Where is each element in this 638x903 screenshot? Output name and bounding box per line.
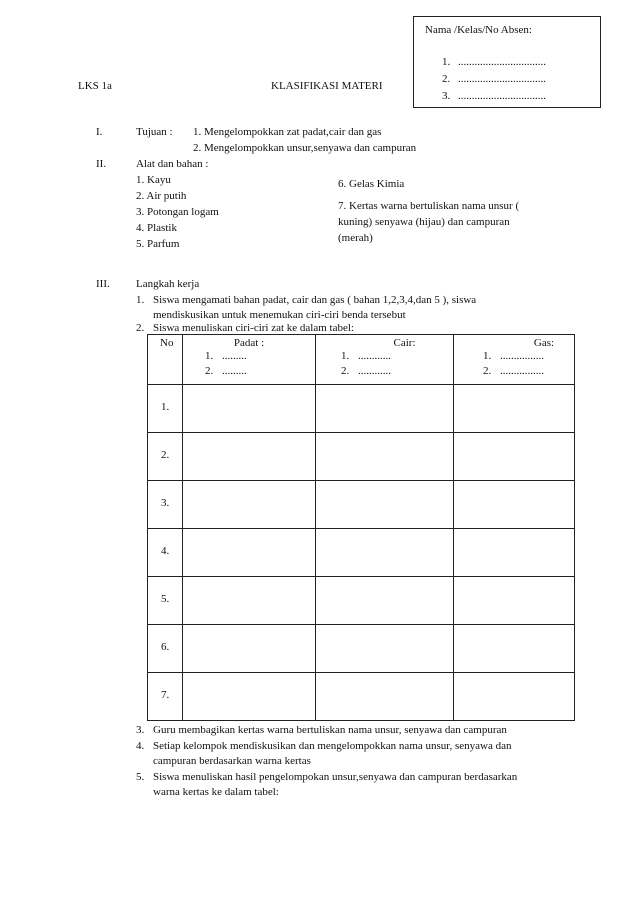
gas-sub-list — [454, 349, 574, 379]
row-number: 5. — [148, 577, 183, 625]
gas-cell[interactable] — [454, 385, 575, 433]
material-item: 4. Plastik — [136, 222, 177, 234]
cair-cell[interactable] — [316, 433, 454, 481]
table-row — [148, 433, 575, 481]
padat-cell[interactable] — [183, 625, 316, 673]
step-text: mendiskusikan untuk menemukan ciri-ciri benda tersebut — [153, 309, 406, 321]
cair-cell[interactable] — [316, 481, 454, 529]
sub-number: 2. — [483, 365, 492, 377]
name-line-dots: ................................ — [458, 90, 546, 102]
row-number: 4. — [148, 529, 183, 577]
material-item: 2. Air putih — [136, 190, 187, 202]
header-cair-cell — [316, 335, 454, 385]
table-row — [148, 673, 575, 721]
name-line-dots: ................................ — [458, 56, 546, 68]
padat-sub-list — [183, 349, 315, 379]
section-2-label: Alat dan bahan : — [136, 158, 209, 170]
step-text: warna kertas ke dalam tabel: — [153, 786, 279, 798]
padat-cell[interactable] — [183, 577, 316, 625]
table-row — [148, 385, 575, 433]
sub-dots[interactable]: ......... — [222, 365, 247, 377]
cair-cell[interactable] — [316, 577, 454, 625]
sub-dots[interactable]: ................ — [500, 365, 544, 377]
name-line-number: 3. — [442, 90, 451, 102]
step-text: campuran berdasarkan warna kertas — [153, 755, 311, 767]
step-text: Siswa mengamati bahan padat, cair dan gas ( bahan 1,2,3,4,dan 5 ), siswa — [153, 294, 477, 306]
step-number: 2. — [136, 322, 145, 334]
gas-cell[interactable] — [454, 577, 575, 625]
gas-cell[interactable] — [454, 481, 575, 529]
table-header-row — [148, 335, 575, 385]
step-number: 5. — [136, 771, 145, 783]
step-number: 1. — [136, 294, 145, 306]
gas-cell[interactable] — [454, 433, 575, 481]
step-number: 4. — [136, 740, 145, 752]
header-cair: Cair: — [393, 337, 416, 349]
table-row — [148, 481, 575, 529]
padat-cell[interactable] — [183, 385, 316, 433]
padat-cell[interactable] — [183, 481, 316, 529]
material-item: 5. Parfum — [136, 238, 180, 250]
material-item: 3. Potongan logam — [136, 206, 219, 218]
row-number: 6. — [148, 625, 183, 673]
sub-dots[interactable]: ............ — [358, 365, 391, 377]
padat-cell[interactable] — [183, 529, 316, 577]
cair-sub-list — [316, 349, 453, 379]
row-number: 3. — [148, 481, 183, 529]
sub-number: 2. — [341, 365, 350, 377]
step-text: Setiap kelompok mendiskusikan dan mengelompokkan nama unsur, senyawa dan — [153, 740, 512, 752]
row-number: 2. — [148, 433, 183, 481]
material-item-7-line: 7. Kertas warna bertuliskan nama unsur ( — [338, 200, 520, 212]
header-no-cell — [148, 335, 183, 385]
observation-table — [147, 334, 575, 721]
section-1-number: I. — [96, 126, 103, 138]
sub-dots[interactable]: ............ — [358, 350, 391, 362]
sub-number: 1. — [341, 350, 350, 362]
row-number: 7. — [148, 673, 183, 721]
name-line-number: 2. — [442, 73, 451, 85]
material-item: 1. Kayu — [136, 174, 171, 186]
sub-number: 1. — [205, 350, 214, 362]
cair-cell[interactable] — [316, 385, 454, 433]
gas-cell[interactable] — [454, 673, 575, 721]
goal-1: 1. Mengelompokkan zat padat,cair dan gas — [193, 126, 382, 138]
section-1-label: Tujuan : — [136, 126, 173, 138]
cair-cell[interactable] — [316, 673, 454, 721]
name-line-number: 1. — [442, 56, 451, 68]
header-gas: Gas: — [533, 337, 555, 349]
step-number: 3. — [136, 724, 145, 736]
name-line-2[interactable] — [442, 73, 546, 85]
sub-dots[interactable]: ......... — [222, 350, 247, 362]
header-gas-cell — [454, 335, 575, 385]
gas-cell[interactable] — [454, 529, 575, 577]
name-line-3[interactable] — [442, 90, 546, 102]
section-3-number: III. — [96, 278, 110, 290]
cair-cell[interactable] — [316, 529, 454, 577]
name-box-title: Nama /Kelas/No Absen: — [425, 24, 532, 36]
material-item: 6. Gelas Kimia — [338, 178, 405, 190]
sub-number: 2. — [205, 365, 214, 377]
step-text: Siswa menuliskan hasil pengelompokan unsur,senyawa dan campuran berdasarkan — [153, 771, 518, 783]
worksheet-code: LKS 1a — [78, 80, 112, 92]
material-item-7-line: kuning) senyawa (hijau) dan campuran — [338, 216, 510, 228]
page-title: KLASIFIKASI MATERI — [271, 80, 383, 92]
row-number: 1. — [148, 385, 183, 433]
gas-cell[interactable] — [454, 625, 575, 673]
section-3-label: Langkah kerja — [136, 278, 200, 290]
name-line-dots: ................................ — [458, 73, 546, 85]
padat-cell[interactable] — [183, 433, 316, 481]
table-row — [148, 577, 575, 625]
name-box — [413, 16, 601, 108]
header-padat-cell — [183, 335, 316, 385]
step-text: Siswa menuliskan ciri-ciri zat ke dalam tabel: — [153, 322, 354, 334]
table-row — [148, 529, 575, 577]
section-2-number: II. — [96, 158, 107, 170]
sub-dots[interactable]: ................ — [500, 350, 544, 362]
material-item-7-line: (merah) — [338, 232, 373, 244]
padat-cell[interactable] — [183, 673, 316, 721]
sub-number: 1. — [483, 350, 492, 362]
table-row — [148, 625, 575, 673]
header-no: No — [160, 337, 174, 349]
step-text: Guru membagikan kertas warna bertuliskan nama unsur, senyawa dan campuran — [153, 724, 507, 736]
cair-cell[interactable] — [316, 625, 454, 673]
header-padat: Padat : — [233, 337, 265, 349]
goal-2: 2. Mengelompokkan unsur,senyawa dan campuran — [193, 142, 417, 154]
name-line-1[interactable] — [442, 56, 546, 68]
